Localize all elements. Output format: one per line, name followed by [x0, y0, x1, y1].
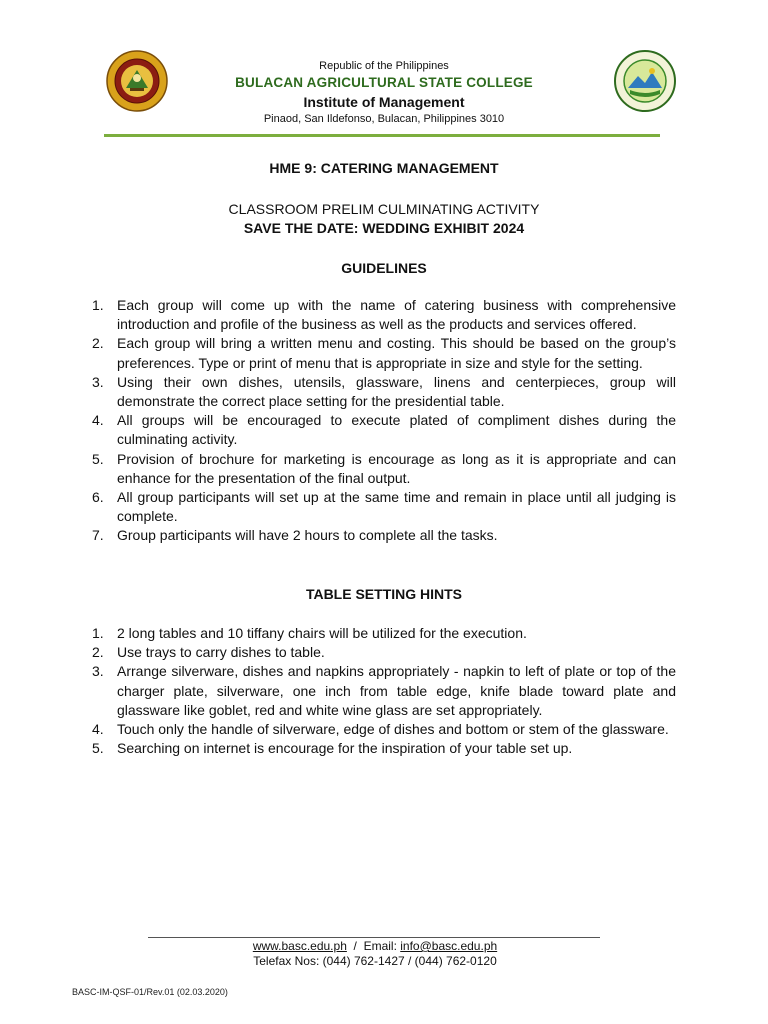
item-number: 3.: [92, 663, 104, 680]
item-text: Use trays to carry dishes to table.: [117, 644, 325, 661]
college-name: BULACAN AGRICULTURAL STATE COLLEGE: [235, 75, 533, 90]
footer-separator: /: [353, 939, 357, 953]
footer-telefax: Telefax Nos: (044) 762-1427 / (044) 762-0120: [253, 954, 497, 968]
item-text: Each group will come up with the name of catering business with comprehensive introduction and profile of the business as well as the products and services offered.: [117, 297, 676, 333]
item-text: All group participants will set up at the same time and remain in place until all judging is complete.: [117, 489, 676, 525]
item-number: 4.: [92, 721, 104, 738]
guidelines-list: [92, 296, 676, 546]
institute-name: Institute of Management: [303, 94, 465, 110]
item-text: Searching on internet is encourage for the inspiration of your table set up.: [117, 740, 573, 757]
item-number: 7.: [92, 527, 104, 544]
list-item: [92, 739, 676, 758]
hints-list: [92, 624, 676, 758]
list-item: [92, 624, 676, 643]
email-label: Email:: [363, 939, 397, 953]
item-number: 1.: [92, 625, 104, 641]
list-item: [92, 296, 676, 334]
item-text: Using their own dishes, utensils, glassware, linens and centerpieces, group will demonstrate the correct place setting for the presidential table.: [117, 373, 676, 410]
footer-divider: [148, 937, 600, 938]
college-address: Pinaod, San Ildefonso, Bulacan, Philippines 3010: [263, 113, 505, 125]
item-number: 5.: [92, 450, 104, 467]
list-item: [92, 643, 676, 662]
website-link[interactable]: www.basc.edu.ph: [252, 939, 347, 953]
list-item: [92, 450, 676, 488]
list-item: [92, 488, 676, 526]
event-title: SAVE THE DATE: WEDDING EXHIBIT 2024: [243, 220, 525, 236]
item-text: Touch only the handle of silverware, edge of dishes and bottom or stem of the glassware.: [117, 721, 669, 738]
item-number: 2.: [92, 644, 104, 661]
item-text: All groups will be encouraged to execute plated of compliment dishes during the culminating activity.: [117, 412, 676, 448]
item-text: Group participants will have 2 hours to complete all the tasks.: [117, 527, 498, 544]
item-text: Arrange silverware, dishes and napkins appropriately - napkin to left of plate or top of the charger plate, silverware, one inch from table edge, knife blade toward plate and glassware like goblet, red and white wine glass are set appropriately.: [117, 663, 676, 718]
activity-title: CLASSROOM PRELIM CULMINATING ACTIVITY: [228, 201, 540, 217]
republic-label: Republic of the Philippines: [319, 60, 449, 72]
list-item: [92, 662, 676, 720]
item-text: 2 long tables and 10 tiffany chairs will be utilized for the execution.: [117, 625, 527, 641]
email-link[interactable]: info@basc.edu.ph: [400, 939, 498, 953]
item-number: 5.: [92, 740, 104, 757]
list-item: [92, 411, 676, 449]
list-item: [92, 720, 676, 739]
item-number: 2.: [92, 335, 104, 352]
item-number: 6.: [92, 489, 104, 506]
list-item: [92, 373, 676, 411]
item-number: 3.: [92, 373, 104, 390]
form-code: BASC-IM-QSF-01/Rev.01 (02.03.2020): [72, 987, 228, 997]
item-text: Provision of brochure for marketing is encourage as long as it is appropriate and can enhance for the presentation of the final output.: [117, 450, 676, 486]
course-title: HME 9: CATERING MANAGEMENT: [269, 160, 499, 176]
guidelines-heading: GUIDELINES: [341, 260, 427, 276]
item-number: 1.: [92, 297, 104, 313]
item-number: 4.: [92, 412, 104, 429]
hints-heading: TABLE SETTING HINTS: [305, 586, 463, 602]
footer-contact: [0, 939, 750, 953]
header-divider: [104, 134, 660, 137]
item-text: Each group will bring a written menu and costing. This should be based on the group’s preferences. Type or print of menu that is appropriate in size and style for the setting.: [117, 335, 676, 371]
list-item: [92, 526, 676, 545]
list-item: [92, 334, 676, 372]
